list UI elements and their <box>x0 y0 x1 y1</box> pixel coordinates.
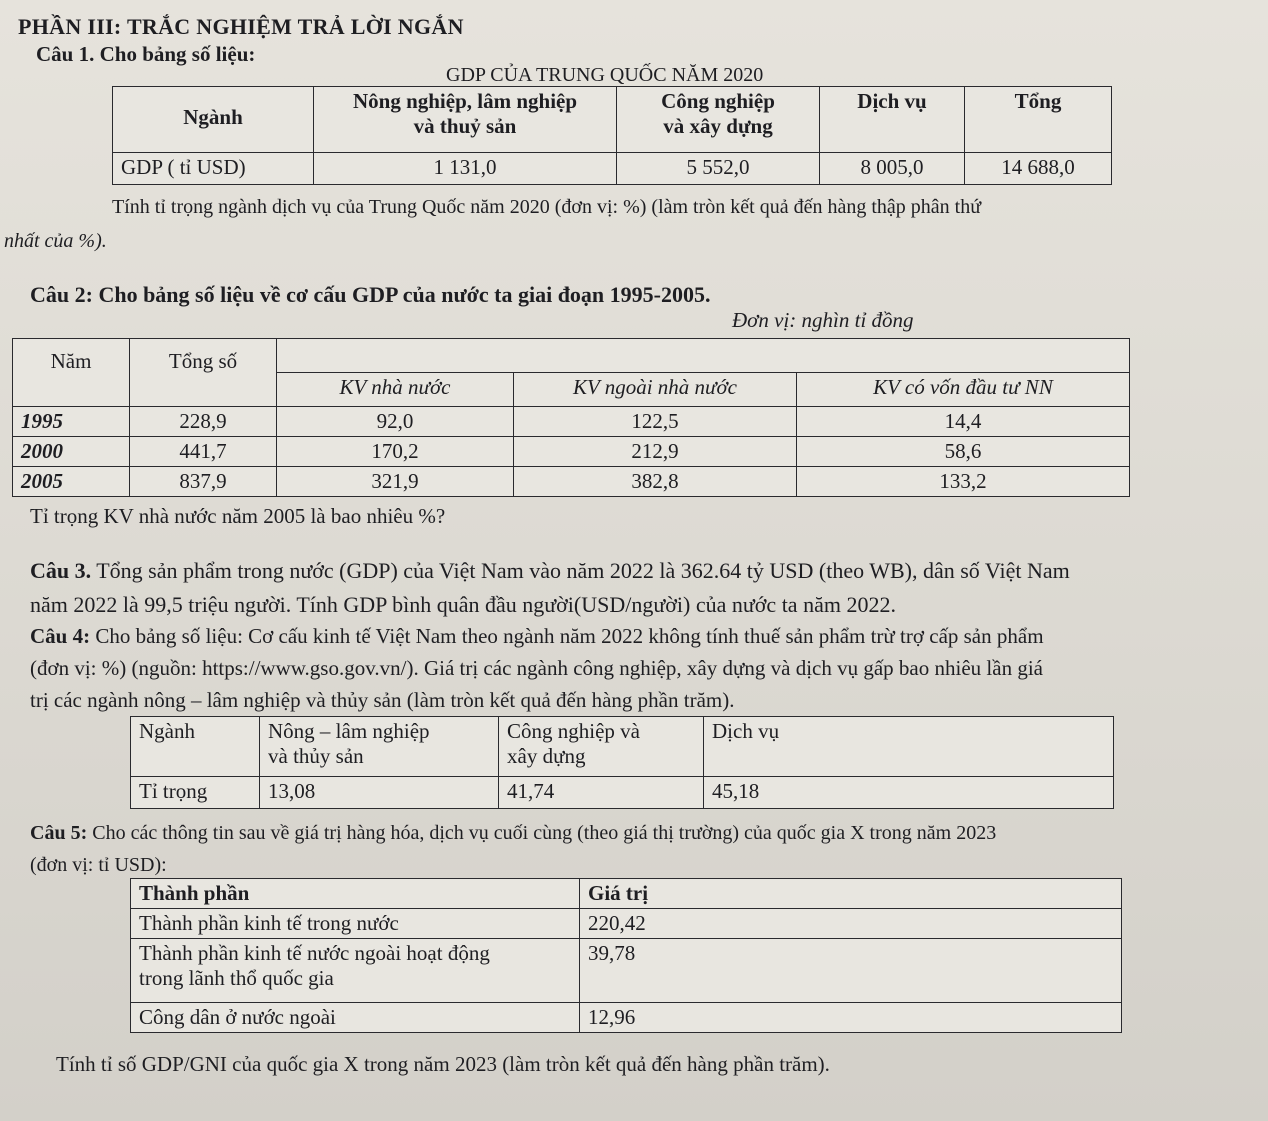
q2-year: 2005 <box>13 467 130 497</box>
q1-cell-tong: 14 688,0 <box>965 153 1112 185</box>
q4-cell-nong-lam: 13,08 <box>260 777 499 809</box>
section-heading: PHẦN III: TRẮC NGHIỆM TRẢ LỜI NGẮN <box>18 14 464 39</box>
q2-header-kv-ngoai: KV ngoài nhà nước <box>514 373 797 407</box>
table-row <box>13 407 1130 437</box>
q2-header-nam: Năm <box>13 339 130 407</box>
q5-line2: (đơn vị: tỉ USD): <box>30 854 167 876</box>
q2-total: 228,9 <box>130 407 277 437</box>
q5-header-thanh-phan: Thành phần <box>131 879 580 909</box>
q4-line1: Câu 4: Cho bảng số liệu: Cơ cấu kinh tế Việt Nam theo ngành năm 2022 không tính thuế sản phẩm trừ trợ cấp sản phẩm <box>30 624 1044 648</box>
q2-unit: Đơn vị: nghìn tỉ đồng <box>732 308 914 332</box>
q4-row-label: Tỉ trọng <box>131 777 260 809</box>
q2-kv-fdi: 14,4 <box>797 407 1130 437</box>
q4-table <box>130 716 1114 809</box>
q2-header-kv-nha-nuoc: KV nhà nước <box>277 373 514 407</box>
q5-row-label: Công dân ở nước ngoài <box>131 1003 580 1033</box>
q3-line1: Câu 3. Tổng sản phẩm trong nước (GDP) của Việt Nam vào năm 2022 là 362.64 tỷ USD (theo WB), dân số Việt Nam <box>30 558 1070 583</box>
q5-line1: Câu 5: Cho các thông tin sau về giá trị hàng hóa, dịch vụ cuối cùng (theo giá thị trường) của quốc gia X trong năm 2023 <box>30 822 997 844</box>
table-row <box>131 1003 1122 1033</box>
q2-total: 441,7 <box>130 437 277 467</box>
q2-year: 1995 <box>13 407 130 437</box>
q1-question-line1: Tính tỉ trọng ngành dịch vụ của Trung Quốc năm 2020 (đơn vị: %) (làm tròn kết quả đến hàng thập phân thứ <box>112 196 982 218</box>
q1-table-title: GDP CỦA TRUNG QUỐC NĂM 2020 <box>446 64 764 86</box>
q1-intro: Câu 1. Cho bảng số liệu: <box>36 42 256 66</box>
q2-kv-fdi: 133,2 <box>797 467 1130 497</box>
q4-header-nong-lam: Nông – lâm nghiệp và thủy sản <box>260 717 499 777</box>
q4-header-dich-vu: Dịch vụ <box>704 717 1114 777</box>
q4-header-cong-nghiep: Công nghiệp và xây dựng <box>499 717 704 777</box>
q2-kv-ngoai: 212,9 <box>514 437 797 467</box>
table-row <box>131 939 1122 1003</box>
q1-cell-dich-vu: 8 005,0 <box>820 153 965 185</box>
q2-intro: Câu 2: Cho bảng số liệu về cơ cấu GDP của nước ta giai đoạn 1995-2005. <box>30 282 711 307</box>
q1-table <box>112 86 1112 185</box>
q1-cell-nong-nghiep: 1 131,0 <box>314 153 617 185</box>
q4-line3: trị các ngành nông – lâm nghiệp và thủy sản (làm tròn kết quả đến hàng phần trăm). <box>30 688 735 712</box>
q5-table <box>130 878 1122 1033</box>
q1-row-label: GDP ( tỉ USD) <box>113 153 314 185</box>
q5-row-label: Thành phần kinh tế trong nước <box>131 909 580 939</box>
q2-kv-ngoai: 122,5 <box>514 407 797 437</box>
q1-header-dich-vu: Dịch vụ <box>820 87 965 153</box>
q4-header-nganh: Ngành <box>131 717 260 777</box>
q2-header-kv-fdi: KV có vốn đầu tư NN <box>797 373 1130 407</box>
q4-cell-dich-vu: 45,18 <box>704 777 1114 809</box>
q1-header-cong-nghiep: Công nghiệp và xây dựng <box>617 87 820 153</box>
q4-line2: (đơn vị: %) (nguồn: https://www.gso.gov.vn/). Giá trị các ngành công nghiệp, xây dựng và dịch vụ gấp bao nhiêu lần giá <box>30 656 1043 680</box>
q5-question: Tính tỉ số GDP/GNI của quốc gia X trong năm 2023 (làm tròn kết quả đến hàng phần trăm). <box>56 1052 830 1076</box>
q2-kv-nha-nuoc: 321,9 <box>277 467 514 497</box>
q1-header-nong-nghiep: Nông nghiệp, lâm nghiệp và thuỷ sản <box>314 87 617 153</box>
q2-header-blank <box>277 339 1130 373</box>
q5-row-label: Thành phần kinh tế nước ngoài hoạt động trong lãnh thổ quốc gia <box>131 939 580 1003</box>
q1-cell-cong-nghiep: 5 552,0 <box>617 153 820 185</box>
q2-header-tong-so: Tổng số <box>130 339 277 407</box>
q2-kv-nha-nuoc: 170,2 <box>277 437 514 467</box>
q2-year: 2000 <box>13 437 130 467</box>
q2-kv-nha-nuoc: 92,0 <box>277 407 514 437</box>
q5-row-value: 220,42 <box>580 909 1122 939</box>
q5-row-value: 12,96 <box>580 1003 1122 1033</box>
q2-table <box>12 338 1130 497</box>
q2-question: Tỉ trọng KV nhà nước năm 2005 là bao nhiêu %? <box>30 504 446 528</box>
q2-kv-fdi: 58,6 <box>797 437 1130 467</box>
q1-question-line2: nhất của %). <box>4 230 107 252</box>
q5-row-value: 39,78 <box>580 939 1122 1003</box>
table-row <box>13 437 1130 467</box>
q4-cell-cong-nghiep: 41,74 <box>499 777 704 809</box>
q1-header-tong: Tổng <box>965 87 1112 153</box>
q1-header-nganh: Ngành <box>113 87 314 153</box>
q5-header-gia-tri: Giá trị <box>580 879 1122 909</box>
table-row <box>13 467 1130 497</box>
q2-total: 837,9 <box>130 467 277 497</box>
q2-kv-ngoai: 382,8 <box>514 467 797 497</box>
table-row <box>131 909 1122 939</box>
q3-line2: năm 2022 là 99,5 triệu người. Tính GDP bình quân đầu người(USD/người) của nước ta năm 2022. <box>30 592 896 617</box>
